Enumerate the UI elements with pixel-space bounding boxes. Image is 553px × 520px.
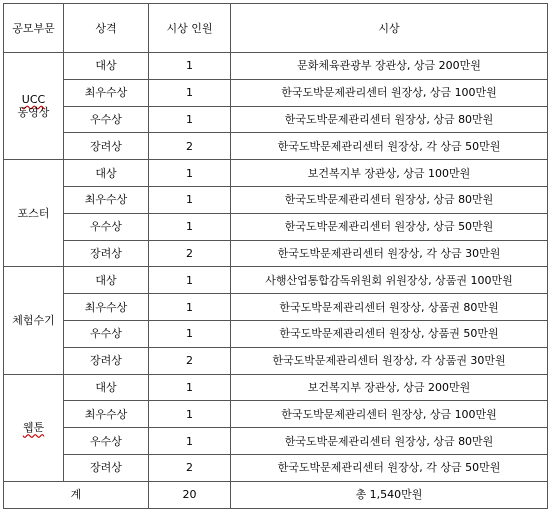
award-cell: 한국도박문제관리센터 원장상, 각 상금 50만원 [231,454,548,481]
rank-cell: 우수상 [64,320,149,347]
category-line: 동영상 [17,106,50,120]
award-cell: 한국도박문제관리센터 원장상, 상금 100만원 [231,401,548,428]
count-cell: 1 [149,428,231,455]
count-cell: 1 [149,267,231,294]
award-cell: 한국도박문제관리센터 원장상, 각 상품권 30만원 [231,347,548,374]
count-cell: 1 [149,186,231,213]
award-cell: 한국도박문제관리센터 원장상, 상금 50만원 [231,213,548,240]
award-cell: 보건복지부 장관상, 상금 200만원 [231,374,548,401]
award-cell: 한국도박문제관리센터 원장상, 각 상금 30만원 [231,240,548,267]
award-cell: 한국도박문제관리센터 원장상, 상금 80만원 [231,186,548,213]
award-cell: 사행산업통합감독위원회 위원장상, 상품권 100만원 [231,267,548,294]
rank-cell: 우수상 [64,106,149,133]
total-row [4,481,548,508]
rank-cell: 장려상 [64,133,149,160]
rank-cell: 대상 [64,160,149,187]
category-line: 웹툰 [22,421,45,435]
rank-cell: 대상 [64,267,149,294]
table-row [4,401,548,428]
category-cell-webtoon [4,374,64,481]
table-row [4,454,548,481]
table-row [4,320,548,347]
count-cell: 1 [149,320,231,347]
award-cell: 한국도박문제관리센터 원장상, 상품권 80만원 [231,294,548,321]
award-cell: 한국도박문제관리센터 원장상, 상품권 50만원 [231,320,548,347]
table-row [4,106,548,133]
rank-cell: 대상 [64,53,149,80]
award-cell: 한국도박문제관리센터 원장상, 상금 80만원 [231,106,548,133]
header-award: 시상 [231,4,548,53]
award-cell: 한국도박문제관리센터 원장상, 상금 100만원 [231,79,548,106]
table-row [4,53,548,80]
count-cell: 1 [149,374,231,401]
count-cell: 1 [149,213,231,240]
award-cell: 한국도박문제관리센터 원장상, 각 상금 50만원 [231,133,548,160]
rank-cell: 최우수상 [64,294,149,321]
rank-cell: 우수상 [64,428,149,455]
table-row [4,428,548,455]
category-cell-poster [4,160,64,267]
table-row [4,240,548,267]
total-count: 20 [149,481,231,508]
table-row [4,186,548,213]
count-cell: 1 [149,160,231,187]
count-cell: 1 [149,401,231,428]
header-count: 시상 인원 [149,4,231,53]
count-cell: 2 [149,347,231,374]
category-cell-essay [4,267,64,374]
category-line: 체험수기 [12,313,55,327]
rank-cell: 장려상 [64,240,149,267]
rank-cell: 우수상 [64,213,149,240]
rank-cell: 장려상 [64,347,149,374]
category-line: 포스터 [17,206,50,220]
count-cell: 2 [149,133,231,160]
award-table [3,3,548,509]
count-cell: 1 [149,294,231,321]
count-cell: 1 [149,79,231,106]
count-cell: 1 [149,53,231,80]
category-line: UCC [21,93,46,107]
award-cell: 한국도박문제관리센터 원장상, 상금 80만원 [231,428,548,455]
table-row [4,133,548,160]
rank-cell: 대상 [64,374,149,401]
table-row [4,267,548,294]
table-row [4,160,548,187]
table-row [4,347,548,374]
count-cell: 1 [149,106,231,133]
count-cell: 2 [149,454,231,481]
table-row [4,294,548,321]
table-row [4,213,548,240]
table-row [4,79,548,106]
total-label: 계 [4,481,149,508]
rank-cell: 최우수상 [64,401,149,428]
header-row [4,4,548,53]
total-award: 총 1,540만원 [231,481,548,508]
rank-cell: 최우수상 [64,79,149,106]
award-cell: 보건복지부 장관상, 상금 100만원 [231,160,548,187]
category-cell-ucc [4,53,64,160]
award-cell: 문화체육관광부 장관상, 상금 200만원 [231,53,548,80]
header-category: 공모부문 [4,4,64,53]
count-cell: 2 [149,240,231,267]
header-rank: 상격 [64,4,149,53]
table-row [4,374,548,401]
rank-cell: 장려상 [64,454,149,481]
rank-cell: 최우수상 [64,186,149,213]
